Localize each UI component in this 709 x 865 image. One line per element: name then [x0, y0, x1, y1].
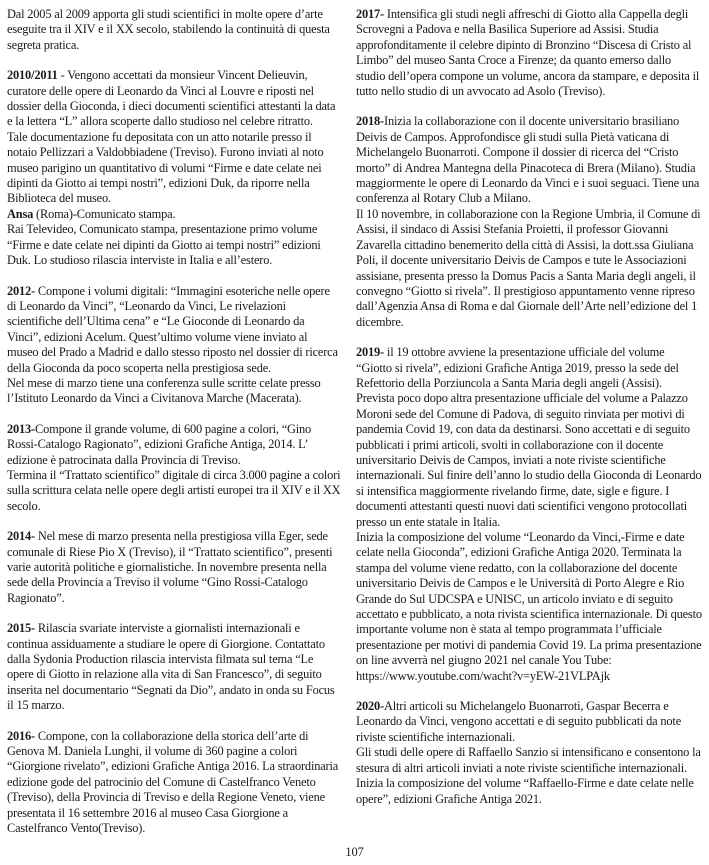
entry-2012-paragraph-2: Nel mese di marzo tiene una conferenza sulle scritte celate presso l’Istituto Leonardo da Vinci a Civitanova Marche (Macerata).	[7, 375, 321, 406]
entry-2020-paragraph-3: Inizia la composizione del volume “Raffaello-Firme e date celate nelle opere”, edizioni Grafiche Antiga 2021.	[356, 776, 694, 806]
entry-2010-2011	[7, 68, 341, 268]
entry-2015-text: Rilascia svariate interviste a giornalisti internazionali e continua assiduamente a studiare le opere di Giorgione. Contattato dalla Sydonia Production rilascia intervista filmata sul tema “Le opere di Giotto in relazione alla vita di San Francesco”, di seguito inserita nel documentario “Segnati da Dio”, andato in onda su Focus il 15 marzo.	[7, 621, 335, 713]
year-label-2014: 2014-	[7, 529, 36, 544]
entry-2018	[356, 114, 702, 330]
entry-2018-paragraph-2: Il 10 novembre, in collaborazione con la Regione Umbria, il Comune di Assisi, il sindaco di Assisi Stefania Proietti, il professor Giovanni Zavarella cittadino benemerito della città di Assisi, la dott.ssa Giuliana Poli, il docente universitario Deivis de Campos e tute le Associazioni assisiane, presenta presso la Domus Pacis a Santa Maria degli angeli, il convegno “Giotto si rivela”. Il prestigioso appuntamento venne ripreso dall’Agenzia Ansa di Roma e dal Giornale dell’Arte nell’edizione del 1 dicembre.	[356, 206, 701, 329]
entry-2020-text: Altri articoli su Michelangelo Buonarroti, Gaspar Becerra e Leonardo da Vinci, vengono accettati e di seguito pubblicati da note riviste scientifiche internazionali.	[356, 699, 682, 744]
year-label-2013: 2013-	[7, 421, 36, 436]
entry-2019-text: il 19 ottobre avviene la presentazione ufficiale del volume “Giotto si rivela”, edizioni Grafiche Antiga 2019, presso la sede del Refettorio della Porziuncola a Santa Maria degli angeli (Assisi). Prevista poco dopo altra presentazione ufficiale del volume a Palazzo Moroni sede del Comune di Padova, di seguito rinviata per motivi di pandemia Covid 19, con data da destinarsi. Sono accettati e di seguito pubblicati i primi articoli, svolti in collaborazione con il docente universitario Deivis de Campos, inviati a note riviste scientifiche internazionali. Sul finire dell’anno lo studio della Gioconda di Leonardo si intensifica maggiormente rivelando firme, date, sigle e figure. I documenti attestanti questi nuovi dati scientifici vengono protocollati presso un ente statale in Italia.	[356, 345, 702, 529]
entry-2017-text: Intensifica gli studi negli affreschi di Giotto alla Cappella degli Scrovegni a Padova e nella Basilica Superiore ad Assisi. Studia approfonditamente il celebre dipinto di Bronzino “Discesa di Cristo al Limbo” del museo Santa Croce a Firenze; da quanto emerso dallo studio dell’opera compone un volume, ancora da stampare, e deposita il tutto nello studio di un avvocato ad Asolo (Treviso).	[356, 7, 700, 99]
entry-2010-paragraph	[7, 68, 341, 130]
entry-2013-paragraph-2: Termina il “Trattato scientifico” digitale di circa 3.000 pagine a colori sulla scrittura celata nelle opere degli artisti europei tra il XIV e il XX secolo.	[7, 467, 341, 513]
entry-2010-paragraph-3	[7, 207, 341, 222]
entry-2014-paragraph	[7, 529, 341, 606]
entry-2016-text: Compone, con la collaborazione della storica dell’arte di Genova M. Daniela Lunghi, il volume di 360 pagine a colori “Giorgione rivelato”, edizioni Grafiche Antiga 2016. La straordinaria edizione gode del patrocinio del Comune di Castelfranco Veneto (Treviso), della Provincia di Treviso e della Regione Veneto, viene presentata il 16 settembre 2016 al museo Casa Giorgione a Castelfranco Vento(Treviso).	[7, 728, 339, 836]
page-number: 107	[345, 845, 364, 859]
entry-2013	[7, 422, 341, 514]
entry-2016	[7, 729, 341, 837]
entry-2015-paragraph	[7, 621, 341, 713]
entry-2010-paragraph-4: Rai Televideo, Comunicato stampa, presentazione primo volume “Firme e date celate nei dipinti da Giotto ai tempi nostri” edizioni Duk. Lo studioso rilascia interviste in Italia e all’estero.	[7, 222, 321, 268]
entry-2013-text: Compone il grande volume, di 600 pagine a colori, “Gino Rossi-Catalogo Ragionato”, edizioni Grafiche Antiga, 2014. L’ edizione è patrocinata dalla Provincia di Treviso.	[7, 421, 312, 467]
entry-2016-paragraph	[7, 729, 341, 837]
entry-2012-paragraph	[7, 284, 341, 376]
year-label-2018: 2018-	[356, 114, 385, 129]
entry-2019-paragraph-2: Inizia la composizione del volume “Leonardo da Vinci,-Firme e date celate nella Gioconda”, edizioni Grafiche Antiga 2020. Terminata la stampa del volume viene redatto, con la collaborazione del docente universitario Deivis de Campos e le Università di Porto Alegre e Rio Grande do Sul UDCSPA e UNISC, un articolo inviato e di seguito accettato e pubblicato, a nota rivista scientifica internazionale. Di questo importante volume non è stata al tempo programmata l’ufficiale presentazione per motivi di pandemia Covid 19. La prima presentazione on line avverrà nel giugno 2021 nel canale You Tube: https://www.youtube.com/wacht?v=yEW-21VLPAjk	[356, 530, 702, 683]
entry-2018-paragraph	[356, 114, 702, 206]
entry-2017-paragraph	[356, 7, 702, 99]
entry-2020	[356, 699, 702, 807]
ansa-label: Ansa	[7, 206, 34, 221]
entry-intro	[7, 7, 341, 53]
left-column	[7, 7, 341, 852]
ansa-text: (Roma)-Comunicato stampa.	[33, 206, 176, 221]
entry-2019	[356, 345, 702, 684]
entry-2012	[7, 284, 341, 407]
entry-2020-paragraph	[356, 699, 702, 745]
year-label-2020: 2020-	[356, 699, 385, 714]
entry-2014	[7, 529, 341, 606]
year-label-2010: 2010/2011	[7, 68, 58, 83]
entry-2020-paragraph-2: Gli studi delle opere di Raffaello Sanzio si intensificano e consentono la stesura di altri articoli inviati a note riviste scientifiche internazionali.	[356, 745, 701, 775]
entry-2013-paragraph	[7, 422, 341, 468]
year-label-2017: 2017-	[356, 7, 385, 21]
year-label-2012: 2012-	[7, 283, 36, 298]
year-label-2019: 2019-	[356, 345, 385, 360]
entry-2012-text: Compone i volumi digitali: “Immagini esoteriche nelle opere di Leonardo da Vinci”, “Leonardo da Vinci, Le rivelazioni scientifiche dell’Ultima cena” e “Le Gioconde di Leonardo da Vinci”, edizioni Acelum. Quest’ultimo volume viene inviato al museo del Prado a Madrid e dallo stesso riposto nel dossier di ricerca della Gioconda da poco scoperta nella prestigiosa sede.	[7, 283, 338, 375]
entry-2010-text: - Vengono accettati da monsieur Vincent Delieuvin, curatore delle opere di Leonardo da Vinci al Louvre e riposti nel dossier della Gioconda, i dieci documenti scientifici attestanti la data e la lettera “L” allora scoperte dallo studioso nel celebre ritratto.	[7, 68, 336, 129]
entry-2014-text: Nel mese di marzo presenta nella prestigiosa villa Eger, sede comunale di Riese Pio X (Treviso), il “Trattato scientifico”, presenti varie autorità politiche e giornalistiche. In novembre presenta nella sede della Provincia a Treviso il volume “Gino Rossi-Catalogo Ragionato”.	[7, 529, 333, 605]
entry-2018-text: Inizia la collaborazione con il docente universitario brasiliano Deivis de Campos. Approfondisce gli studi sulla Pietà vaticana di Michelangelo Buonarroti. Compone il dossier di ricerca del “Cristo morto” di Andrea Mantegna della Pinacoteca di Brera (Milano). Studia maggiormente le opere di Leonardo da Vinci e i suoi seguaci. Tiene una conferenza al Rotary Club a Milano.	[356, 114, 700, 206]
year-label-2016: 2016-	[7, 728, 36, 743]
entry-2017	[356, 7, 702, 99]
entry-2015	[7, 621, 341, 713]
entry-2019-paragraph	[356, 345, 702, 530]
right-column	[356, 7, 702, 822]
year-label-2015: 2015-	[7, 621, 36, 636]
intro-paragraph: Dal 2005 al 2009 apporta gli studi scientifici in molte opere d’arte eseguite tra il XIV e il XX secolo, stabilendo la continuità di questa segreta pratica.	[7, 7, 330, 52]
entry-2010-paragraph-2: Tale documentazione fu depositata con un atto notarile presso il notaio Pellizzari a Valdobbiadene (Treviso). Furono inviati al noto museo parigino un quantitativo di volumi “Firme e date celate nei dipinti da Giotto ai tempi nostri”, edizioni Duk, da riporre nella Biblioteca del museo.	[7, 129, 324, 206]
